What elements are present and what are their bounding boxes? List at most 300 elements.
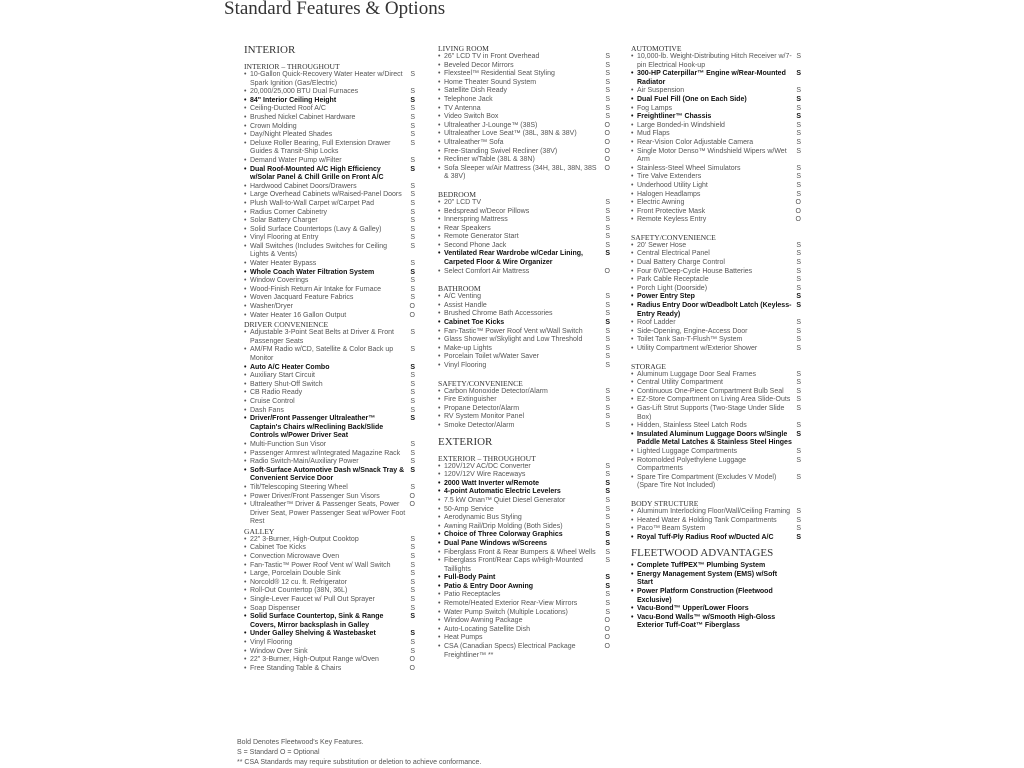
feature-item — [631, 105, 801, 114]
availability-code: S — [605, 479, 610, 487]
feature-item — [631, 122, 801, 131]
feature-label: Hidden, Stainless Steel Latch Rods — [637, 422, 747, 430]
feature-label: 7.5 kW Onan™ Quiet Diesel Generator — [444, 496, 566, 504]
feature-item — [438, 617, 610, 626]
availability-code: S — [605, 70, 610, 78]
feature-item — [438, 62, 610, 71]
availability-code: S — [605, 471, 610, 479]
feature-item — [631, 396, 801, 405]
feature-label: Spare Tire Compartment (Excludes V Model) (Spare Tire Not Included) — [637, 473, 777, 490]
bullet-icon: • — [438, 113, 441, 121]
feature-item — [244, 398, 415, 407]
bullet-icon: • — [631, 104, 634, 112]
feature-item — [631, 388, 801, 397]
availability-code: S — [605, 233, 610, 241]
feature-item — [631, 431, 801, 448]
feature-label: 50-Amp Service — [444, 505, 494, 513]
availability-code: S — [410, 647, 415, 655]
bullet-icon: • — [244, 363, 247, 371]
feature-label: Solid Surface Countertop, Sink & Range Covers, Mirror backsplash in Galley — [250, 613, 384, 629]
bullet-icon: • — [244, 578, 247, 586]
availability-code: S — [796, 164, 801, 172]
bullet-icon: • — [244, 458, 247, 466]
feature-item — [438, 293, 610, 302]
feature-item — [631, 53, 801, 70]
availability-code: S — [796, 284, 801, 292]
feature-label: Tire Valve Extenders — [637, 173, 702, 181]
availability-code: O — [604, 147, 610, 155]
feature-label: Soft-Surface Automotive Dash w/Snack Tray & Convenient Service Door — [250, 466, 405, 483]
feature-item — [244, 131, 415, 140]
availability-code: S — [796, 190, 801, 198]
feature-item — [631, 605, 801, 614]
bullet-icon: • — [631, 345, 634, 352]
feature-item — [631, 285, 801, 294]
bullet-icon: • — [438, 216, 441, 224]
availability-code: O — [409, 501, 415, 509]
subsection-heading-exterior-throughout: EXTERIOR – THROUGHOUT — [438, 453, 536, 463]
feature-label: Battery Shut-Off Switch — [250, 380, 323, 388]
bullet-icon: • — [631, 250, 634, 258]
feature-label: 22" 3-Burner, High-Output Range w/Oven — [250, 656, 379, 664]
availability-code: S — [605, 387, 610, 395]
availability-code: S — [796, 473, 801, 481]
availability-code: S — [410, 191, 415, 199]
bullet-icon: • — [631, 525, 634, 533]
feature-label: Patio Receptacles — [444, 591, 501, 599]
feature-label: Ultraleather Love Seat™ (38L, 38N & 38V) — [444, 130, 577, 138]
feature-label: CSA (Canadian Specs) Electrical Package Freightliner™ ** — [444, 643, 576, 659]
feature-label: Rear-Vision Color Adjustable Camera — [637, 138, 754, 146]
availability-code: O — [604, 625, 610, 633]
feature-label: Propane Detector/Alarm — [444, 404, 520, 412]
availability-code: S — [605, 396, 610, 404]
availability-code: S — [796, 396, 801, 404]
bullet-icon: • — [438, 310, 441, 318]
feature-label: Insulated Aluminum Luggage Doors w/Single Paddle Metal Latches & Stainless Steel Hinges — [637, 430, 792, 447]
feature-item — [244, 243, 415, 260]
feature-item — [244, 105, 415, 114]
bullet-icon: • — [631, 241, 634, 249]
feature-label: 10,000-lb. Weight-Distributing Hitch Receiver w/7-pin Electrical Hook-up — [637, 53, 792, 69]
bullet-icon: • — [438, 496, 441, 504]
availability-code: S — [796, 293, 801, 301]
feature-label: 300-HP Caterpillar™ Engine w/Rear-Mounted Radiator — [637, 70, 786, 86]
bullet-icon: • — [631, 430, 634, 438]
availability-code: S — [410, 199, 415, 207]
feature-label: Ultraleather™ Driver & Passenger Seats, Power Driver Seat, Power Passenger Seat w/Power Foot Rest — [250, 501, 406, 526]
feature-item — [244, 630, 415, 639]
feature-item — [244, 536, 415, 545]
availability-code: S — [410, 535, 415, 543]
bullet-icon: • — [244, 105, 247, 113]
bullet-icon: • — [244, 492, 247, 500]
feature-item — [631, 525, 801, 534]
availability-code: S — [410, 466, 415, 474]
feature-label: Carbon Monoxide Detector/Alarm — [444, 387, 548, 395]
feature-label: Radio Switch-Main/Auxiliary Power — [250, 458, 359, 466]
feature-label: Power Driver/Front Passenger Sun Visors — [250, 492, 380, 500]
feature-item — [244, 140, 415, 157]
feature-item — [244, 553, 415, 562]
availability-code: S — [410, 449, 415, 457]
bullet-icon: • — [438, 61, 441, 69]
feature-label: Stainless-Steel Wheel Simulators — [637, 164, 741, 172]
bullet-icon: • — [438, 514, 441, 522]
feature-item — [244, 648, 415, 657]
bullet-icon: • — [244, 96, 247, 104]
feature-label: Full-Body Paint — [444, 574, 496, 582]
availability-code: S — [410, 217, 415, 225]
bullet-icon: • — [631, 53, 634, 60]
bullet-icon: • — [438, 130, 441, 138]
subsection-heading-interior-throughout: INTERIOR – THROUGHOUT — [244, 62, 340, 71]
feature-item — [438, 199, 610, 208]
availability-code: S — [605, 574, 610, 582]
feature-item — [244, 570, 415, 579]
footnote-csa: ** CSA Standards may require substitution or deletion to achieve conformance. — [237, 759, 482, 766]
availability-code: O — [604, 138, 610, 146]
feature-label: Front Protective Mask — [637, 207, 706, 215]
feature-item — [631, 379, 801, 388]
bullet-icon: • — [438, 462, 441, 470]
feature-label: Dual Fuel Fill (One on Each Side) — [637, 95, 747, 103]
feature-item — [631, 199, 801, 208]
feature-label: Dual Pane Windows w/Screens — [444, 539, 548, 547]
bullet-icon: • — [631, 87, 634, 95]
availability-code: S — [605, 104, 610, 112]
feature-label: Four 6V/Deep-Cycle House Batteries — [637, 267, 753, 275]
availability-code: S — [796, 104, 801, 112]
bullet-icon: • — [244, 647, 247, 655]
feature-label: Tilt/Telescoping Steering Wheel — [250, 483, 348, 491]
availability-code: S — [410, 88, 415, 96]
feature-item — [244, 226, 415, 235]
feature-item — [631, 173, 801, 182]
feature-label: Auto-Locating Satellite Dish — [444, 625, 530, 633]
availability-code: S — [605, 404, 610, 412]
feature-item — [438, 225, 610, 234]
feature-item — [244, 381, 415, 390]
feature-label: Fan-Tastic™ Power Roof Vent w/Wall Switch — [444, 327, 583, 335]
bullet-icon: • — [631, 516, 634, 524]
availability-code: S — [410, 260, 415, 268]
feature-label: RV System Monitor Panel — [444, 413, 525, 421]
availability-code: O — [409, 664, 415, 672]
feature-item — [631, 182, 801, 191]
availability-code: O — [604, 156, 610, 164]
bullet-icon: • — [631, 293, 634, 301]
bullet-icon: • — [244, 406, 247, 414]
bullet-icon: • — [438, 293, 441, 301]
bullet-icon: • — [438, 531, 441, 539]
feature-label: Sofa Sleeper w/Air Mattress (34H, 38L, 38N, 38S & 38V) — [444, 164, 597, 181]
availability-code: S — [605, 531, 610, 539]
subsection-heading-living-room: LIVING ROOM — [438, 44, 489, 53]
bullet-icon: • — [244, 372, 247, 380]
feature-item — [244, 587, 415, 596]
feature-item — [244, 286, 415, 295]
availability-code: S — [796, 181, 801, 189]
bullet-icon: • — [244, 208, 247, 216]
availability-code: S — [410, 372, 415, 380]
availability-code: S — [605, 582, 610, 590]
availability-code: S — [410, 570, 415, 578]
availability-code: S — [796, 430, 801, 438]
availability-code: S — [410, 561, 415, 569]
bullet-icon: • — [631, 121, 634, 129]
bullet-icon: • — [438, 471, 441, 479]
feature-item — [631, 208, 801, 217]
feature-item — [244, 97, 415, 106]
bullet-icon: • — [244, 380, 247, 388]
availability-code: S — [605, 505, 610, 513]
bullet-icon: • — [244, 122, 247, 130]
feature-item — [631, 422, 801, 431]
bullet-icon: • — [438, 479, 441, 487]
feature-item — [438, 626, 610, 635]
feature-label: Wood-Finish Return Air Intake for Furnace — [250, 285, 381, 293]
availability-code: S — [796, 173, 801, 181]
feature-item — [438, 591, 610, 600]
availability-code: S — [605, 207, 610, 215]
availability-code: S — [410, 639, 415, 646]
feature-label: Deluxe Roller Bearing, Full Extension Drawer Guides & Transit-Ship Locks — [250, 139, 391, 156]
bullet-icon: • — [631, 130, 634, 138]
bullet-icon: • — [631, 284, 634, 292]
feature-item — [438, 405, 610, 414]
bullet-icon: • — [244, 88, 247, 96]
feature-label: Adjustable 3-Point Seat Belts at Driver & Front Passenger Seats — [250, 329, 394, 345]
feature-item — [244, 114, 415, 123]
feature-item — [631, 87, 801, 96]
feature-item — [244, 389, 415, 398]
feature-label: Side-Opening, Engine-Access Door — [637, 327, 748, 335]
feature-item — [244, 501, 415, 527]
feature-item — [438, 233, 610, 242]
bullet-icon: • — [438, 574, 441, 582]
feature-item — [438, 422, 610, 431]
feature-label: Home Theater Sound System — [444, 78, 537, 86]
feature-item — [244, 579, 415, 588]
bullet-icon: • — [438, 488, 441, 496]
feature-item — [631, 319, 801, 328]
availability-code: S — [796, 53, 801, 60]
feature-item — [631, 148, 801, 165]
bullet-icon: • — [631, 588, 634, 596]
feature-item — [438, 122, 610, 131]
feature-item — [244, 303, 415, 312]
bullet-icon: • — [631, 562, 634, 570]
availability-code: S — [410, 578, 415, 586]
availability-code: S — [796, 370, 801, 378]
availability-code: S — [605, 548, 610, 556]
bullet-icon: • — [438, 78, 441, 86]
footnotes — [237, 738, 481, 768]
feature-item — [244, 562, 415, 571]
feature-item — [244, 157, 415, 166]
feature-item — [631, 250, 801, 259]
feature-item — [244, 493, 415, 502]
feature-item — [244, 458, 415, 467]
feature-item — [244, 665, 415, 674]
bullet-icon: • — [631, 387, 634, 395]
availability-code: S — [605, 95, 610, 103]
bullet-icon: • — [631, 456, 634, 464]
bullet-icon: • — [631, 164, 634, 172]
feature-label: Central Electrical Panel — [637, 250, 710, 258]
bullet-icon: • — [244, 346, 247, 354]
column-1 — [244, 44, 415, 673]
feature-label: Utility Compartment w/Exterior Shower — [637, 345, 758, 352]
availability-code: S — [410, 397, 415, 405]
bullet-icon: • — [438, 557, 441, 565]
bullet-icon: • — [438, 413, 441, 421]
feature-item — [631, 96, 801, 105]
feature-label: Royal Tuff-Ply Radius Roof w/Ducted A/C — [637, 533, 774, 541]
feature-item — [438, 310, 610, 319]
feature-label: Lighted Luggage Compartments — [637, 447, 738, 455]
availability-code: S — [605, 78, 610, 86]
bullet-icon: • — [244, 397, 247, 405]
feature-item — [244, 209, 415, 218]
availability-code: S — [605, 198, 610, 206]
availability-code: S — [796, 447, 801, 455]
feature-label: Assist Handle — [444, 301, 487, 309]
bullet-icon: • — [244, 311, 247, 319]
feature-item — [438, 165, 610, 182]
feature-label: Cabinet Toe Kicks — [444, 319, 505, 327]
feature-label: Auxiliary Start Circuit — [250, 372, 315, 380]
bullet-icon: • — [438, 396, 441, 404]
bullet-icon: • — [438, 421, 441, 429]
bullet-icon: • — [244, 199, 247, 207]
feature-item — [438, 396, 610, 405]
feature-item — [438, 96, 610, 105]
availability-code: S — [410, 458, 415, 466]
feature-item — [244, 88, 415, 97]
bullet-icon: • — [631, 422, 634, 430]
availability-code: S — [605, 514, 610, 522]
column-2 — [438, 44, 610, 660]
bullet-icon: • — [244, 156, 247, 164]
availability-code — [792, 562, 801, 571]
bullet-icon: • — [244, 217, 247, 225]
availability-code: S — [410, 604, 415, 612]
feature-item — [631, 293, 801, 302]
bullet-icon: • — [631, 199, 634, 207]
bullet-icon: • — [438, 53, 441, 60]
feature-label: Radius Entry Door w/Deadbolt Latch (Keyless-Entry Ready) — [637, 302, 792, 318]
feature-label: Choice of Three Colorway Graphics — [444, 531, 563, 539]
bullet-icon: • — [438, 344, 441, 352]
feature-label: Washer/Dryer — [250, 303, 293, 311]
bullet-icon: • — [244, 587, 247, 595]
column-3 — [631, 44, 801, 631]
bullet-icon: • — [438, 643, 441, 651]
bullet-icon: • — [438, 147, 441, 155]
bullet-icon: • — [438, 104, 441, 112]
bullet-icon: • — [631, 396, 634, 404]
bullet-icon: • — [631, 95, 634, 103]
feature-item — [244, 277, 415, 286]
bullet-icon: • — [244, 501, 247, 509]
section-heading-exterior: EXTERIOR — [438, 435, 493, 448]
availability-code: S — [410, 630, 415, 638]
feature-item — [244, 269, 415, 278]
availability-code: O — [604, 634, 610, 642]
feature-item — [438, 139, 610, 148]
feature-label: Continuous One-Piece Compartment Bulb Seal — [637, 387, 784, 395]
feature-label: Halogen Headlamps — [637, 190, 701, 198]
bullet-icon: • — [244, 630, 247, 638]
availability-code: S — [410, 406, 415, 414]
feature-label: Park Cable Receptacle — [637, 276, 709, 284]
feature-label: 20' Sewer Hose — [637, 241, 687, 249]
feature-item — [631, 336, 801, 345]
bullet-icon: • — [244, 131, 247, 139]
availability-code: S — [796, 87, 801, 95]
feature-label: Cabinet Toe Kicks — [250, 544, 306, 552]
feature-item — [631, 259, 801, 268]
subsection-heading-bedroom: BEDROOM — [438, 189, 476, 199]
subsection-heading-automotive: AUTOMOTIVE — [631, 44, 682, 53]
availability-code: S — [410, 131, 415, 139]
bullet-icon: • — [631, 259, 634, 267]
feature-label: Solar Battery Charger — [250, 217, 318, 225]
feature-item — [631, 276, 801, 285]
feature-item — [244, 260, 415, 269]
bullet-icon: • — [438, 387, 441, 395]
bullet-icon: • — [631, 613, 634, 621]
bullet-icon: • — [244, 553, 247, 561]
feature-label: Whole Coach Water Filtration System — [250, 268, 375, 276]
feature-item — [438, 643, 610, 660]
feature-item — [631, 165, 801, 174]
availability-code: O — [604, 164, 610, 172]
bullet-icon: • — [244, 544, 247, 552]
bullet-icon: • — [244, 664, 247, 672]
feature-item — [438, 557, 610, 574]
availability-code: S — [410, 596, 415, 604]
availability-code: S — [410, 346, 415, 354]
availability-code: S — [605, 608, 610, 616]
bullet-icon: • — [438, 327, 441, 335]
availability-code: O — [604, 643, 610, 651]
feature-item — [438, 514, 610, 523]
feature-label: Brushed Nickel Cabinet Hardware — [250, 113, 356, 121]
feature-item — [631, 113, 801, 122]
availability-code: S — [796, 302, 801, 310]
bullet-icon: • — [244, 415, 247, 423]
availability-code: O — [604, 130, 610, 138]
subsection-heading-galley: GALLEY — [244, 526, 275, 536]
availability-code: S — [796, 130, 801, 138]
availability-code: S — [410, 182, 415, 190]
availability-code: S — [796, 241, 801, 249]
feature-label: Large Overhead Cabinets w/Raised-Panel Doors — [250, 191, 402, 199]
feature-item — [244, 656, 415, 665]
availability-code: S — [410, 380, 415, 388]
bullet-icon: • — [438, 353, 441, 361]
availability-code: S — [796, 95, 801, 103]
availability-code — [792, 571, 801, 588]
feature-label: Fog Lamps — [637, 104, 673, 112]
availability-code: S — [410, 415, 415, 423]
availability-code: O — [409, 492, 415, 500]
availability-code: S — [605, 327, 610, 335]
availability-code: S — [410, 285, 415, 293]
